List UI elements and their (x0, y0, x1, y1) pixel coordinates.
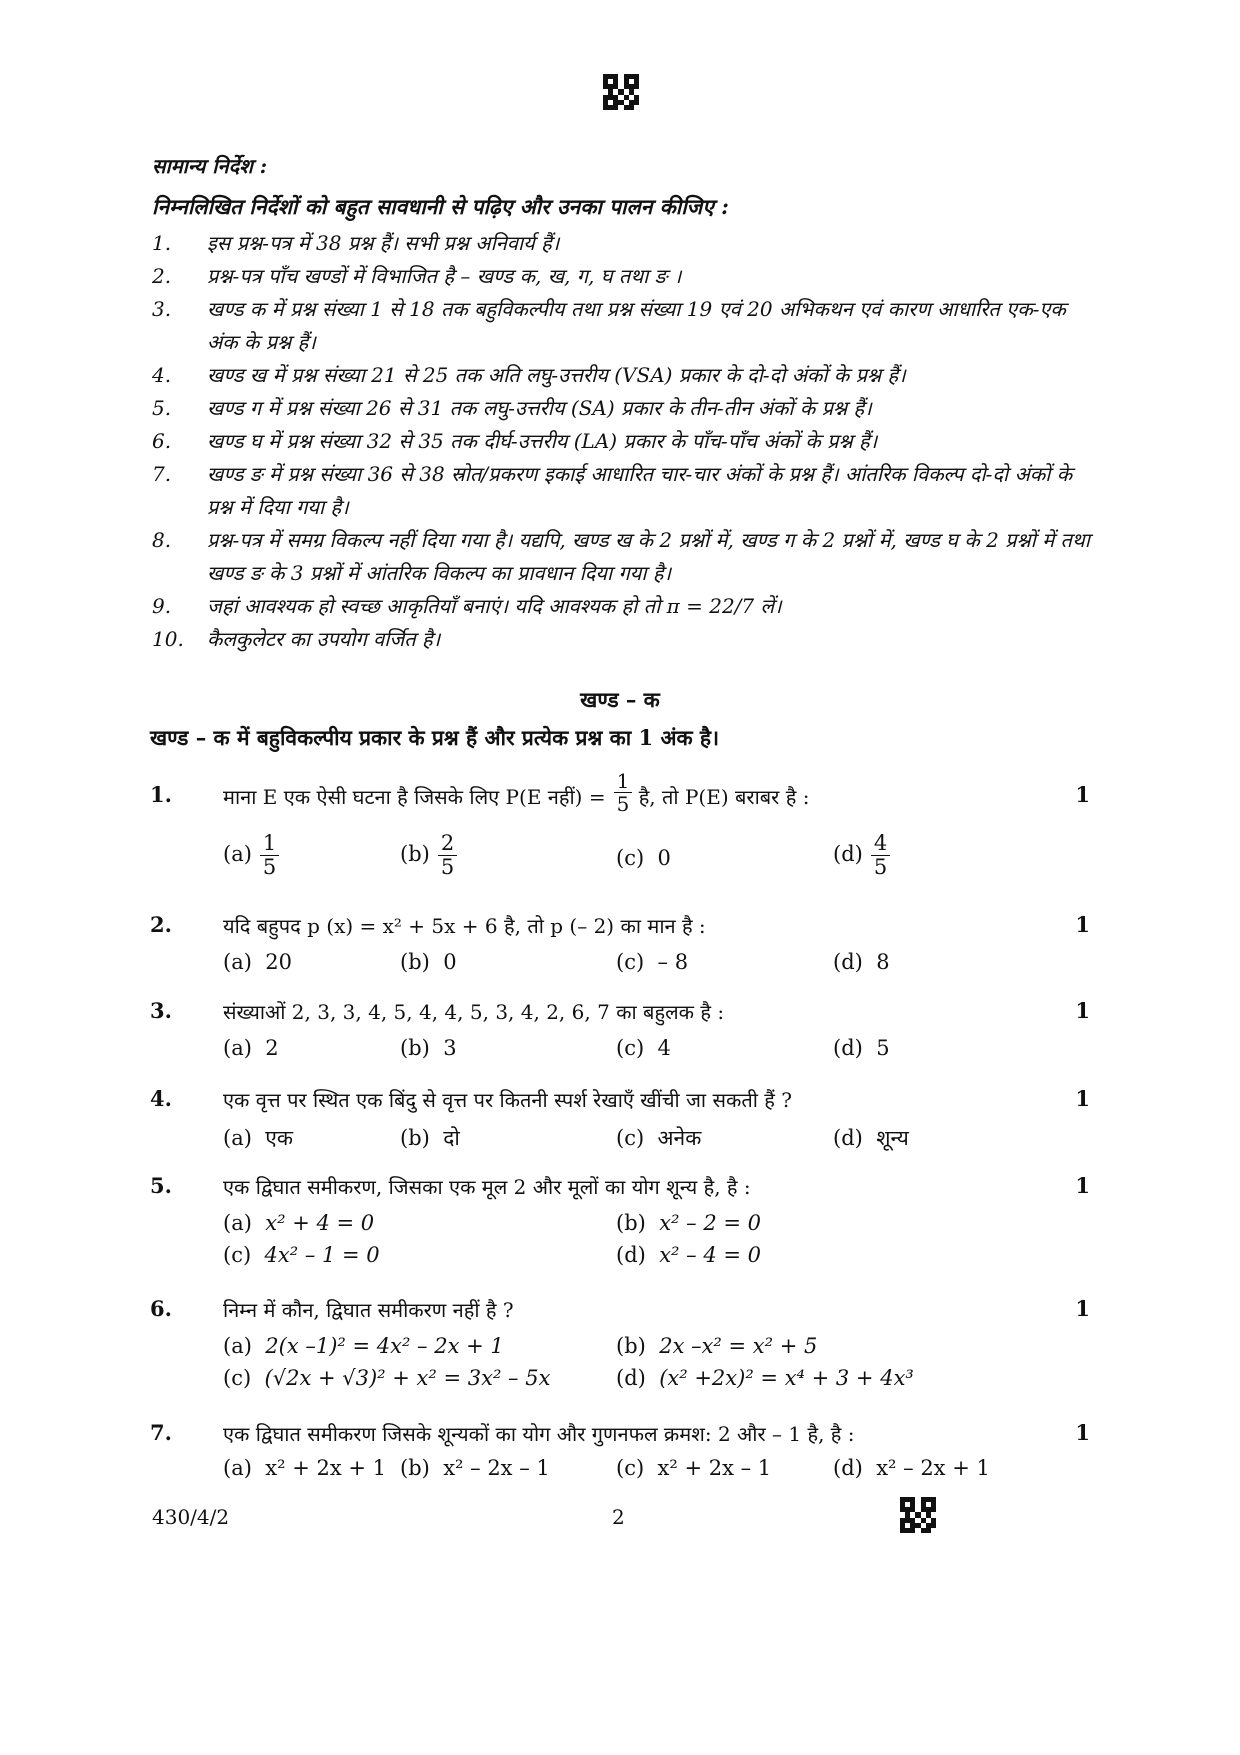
question-number: 5. (150, 1173, 172, 1198)
instruction-item: 10. कैलकुलेटर का उपयोग वर्जित है। (152, 627, 441, 651)
option-d: (d) शून्य (833, 1126, 909, 1150)
option-b: (b) 0 (400, 950, 457, 974)
instructions-list (152, 227, 1102, 656)
option-c: (c) – 8 (616, 950, 689, 974)
option-b: (b) 3 (400, 1036, 457, 1060)
marks: 1 (1075, 1296, 1090, 1321)
instruction-item: 9. जहां आवश्यक हो स्वच्छ आकृतियाँ बनाएं। यदि आवश्यक हो तो π = 22/7 लें। (152, 594, 782, 618)
qr-code-icon (603, 74, 639, 110)
option-a: (a) x² + 4 = 0 (223, 1211, 375, 1235)
option-c: (c) (√2x + √3)² + x² = 3x² – 5x (223, 1366, 551, 1390)
option-c: (c) 4x² – 1 = 0 (223, 1243, 380, 1267)
question-number: 2. (150, 912, 172, 937)
instruction-item: 7. खण्ड ङ में प्रश्न संख्या 36 से 38 स्रोत/प्रकरण इकाई आधारित चार-चार अंकों के प्रश्न हैं। आंतरिक विकल्प दो-दो अंकों के प्रश्न में दिया गया है। (152, 462, 1073, 519)
question-number: 3. (150, 998, 172, 1023)
option-d: (d) 5 (833, 1036, 890, 1060)
instruction-item: 2. प्रश्न-पत्र पाँच खण्डों में विभाजित है – खण्ड क, ख, ग, घ तथा ङ । (152, 264, 682, 288)
instruction-item: 6. खण्ड घ में प्रश्न संख्या 32 से 35 तक दीर्घ-उत्तरीय (LA) प्रकार के पाँच-पाँच अंकों के प्रश्न हैं। (152, 429, 878, 453)
option-a: (a) $\frac{1}{5}$ (223, 832, 279, 879)
question-number: 4. (150, 1086, 172, 1111)
question-text: माना E एक ऐसी घटना है जिसके लिए P(E नहीं) = $\frac{1}{5}$ है, तो P(E) बराबर है : (223, 769, 810, 816)
question-number: 6. (150, 1296, 172, 1321)
marks: 1 (1075, 1420, 1090, 1445)
instruction-item: 4. खण्ड ख में प्रश्न संख्या 21 से 25 तक अति लघु-उत्तरीय (VSA) प्रकार के दो-दो अंकों के प्रश्न हैं। (152, 363, 906, 387)
question-text: निम्न में कौन, द्विघात समीकरण नहीं है ? (223, 1298, 514, 1322)
option-b: (b) $\frac{2}{5}$ (400, 832, 457, 879)
general-instructions (152, 152, 1102, 656)
question-text: एक वृत्त पर स्थित एक बिंदु से वृत्त पर कितनी स्पर्श रेखाएँ खींची जा सकती हैं ? (223, 1088, 792, 1112)
option-d: (d) (x² +2x)² = x⁴ + 3 + 4x³ (616, 1366, 914, 1390)
option-c: (c) 4 (616, 1036, 671, 1060)
instruction-item: 5. खण्ड ग में प्रश्न संख्या 26 से 31 तक लघु-उत्तरीय (SA) प्रकार के तीन-तीन अंकों के प्रश्न हैं। (152, 396, 872, 420)
option-d: (d) x² – 2x + 1 (833, 1456, 990, 1480)
option-b: (b) x² – 2 = 0 (616, 1211, 761, 1235)
option-c: (c) x² + 2x – 1 (616, 1456, 772, 1480)
instructions-title: सामान्य निर्देश : (152, 154, 268, 178)
marks: 1 (1075, 1173, 1090, 1198)
instruction-item: 8. प्रश्न-पत्र में समग्र विकल्प नहीं दिया गया है। यद्यपि, खण्ड ख के 2 प्रश्नों में, खण्ड ग के 2 प्रश्नों में, खण्ड घ के 2 प्रश्नों में तथा खण्ड ङ के 3 प्रश्नों में आंतरिक विकल्प का प्रावधान दिया गया है। (152, 528, 1090, 585)
option-b: (b) 2x –x² = x² + 5 (616, 1334, 818, 1358)
paper-code: 430/4/2 (152, 1505, 230, 1529)
question-number: 1. (150, 782, 172, 807)
marks: 1 (1075, 998, 1090, 1023)
option-a: (a) 20 (223, 950, 292, 974)
instructions-subtitle: निम्नलिखित निर्देशों को बहुत सावधानी से पढ़िए और उनका पालन कीजिए : (152, 194, 729, 219)
question-text: एक द्विघात समीकरण जिसके शून्यकों का योग और गुणनफल क्रमश: 2 और – 1 है, है : (223, 1422, 855, 1446)
option-b: (b) दो (400, 1126, 460, 1150)
question-text: संख्याओं 2, 3, 3, 4, 5, 4, 4, 5, 3, 4, 2, 6, 7 का बहुलक है : (223, 1000, 725, 1024)
option-c: (c) 0 (616, 846, 671, 870)
option-d: (d) $\frac{4}{5}$ (833, 832, 890, 879)
option-d: (d) 8 (833, 950, 890, 974)
question-text: यदि बहुपद p (x) = x² + 5x + 6 है, तो p (– 2) का मान है : (223, 914, 706, 938)
question-text: एक द्विघात समीकरण, जिसका एक मूल 2 और मूलों का योग शून्य है, है : (223, 1175, 751, 1199)
section-note: खण्ड – क में बहुविकल्पीय प्रकार के प्रश्न हैं और प्रत्येक प्रश्न का 1 अंक है। (150, 725, 720, 750)
instruction-item: 3. खण्ड क में प्रश्न संख्या 1 से 18 तक बहुविकल्पीय तथा प्रश्न संख्या 19 एवं 20 अभिकथन एवं कारण आधारित एक-एक अंक के प्रश्न हैं। (152, 297, 1066, 354)
option-d: (d) x² – 4 = 0 (616, 1243, 761, 1267)
option-c: (c) अनेक (616, 1126, 702, 1150)
qr-code-icon (900, 1497, 936, 1533)
option-a: (a) एक (223, 1126, 294, 1150)
marks: 1 (1075, 912, 1090, 937)
option-a: (a) 2 (223, 1036, 279, 1060)
option-a: (a) 2(x –1)² = 4x² – 2x + 1 (223, 1334, 504, 1358)
marks: 1 (1075, 1086, 1090, 1111)
instruction-item: 1. इस प्रश्न-पत्र में 38 प्रश्न हैं। सभी प्रश्न अनिवार्य हैं। (152, 231, 560, 255)
page-number: 2 (612, 1505, 625, 1529)
option-b: (b) x² – 2x – 1 (400, 1456, 550, 1480)
question-number: 7. (150, 1420, 172, 1445)
marks: 1 (1075, 782, 1090, 807)
option-a: (a) x² + 2x + 1 (223, 1456, 386, 1480)
section-title: खण्ड – क (580, 687, 660, 712)
